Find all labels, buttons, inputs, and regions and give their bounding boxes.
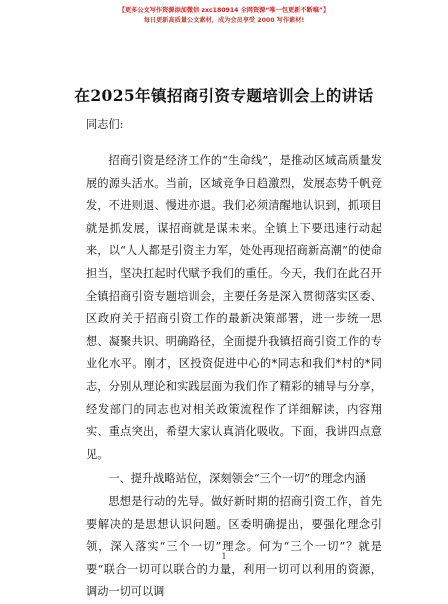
promo-banner bbox=[0, 6, 448, 26]
page-number: 1 bbox=[221, 552, 227, 561]
section-heading: 一、提升战略站位，深刻领会“三个一切”的理念内涵 bbox=[108, 472, 366, 486]
body-paragraph: 招商引资是经济工作的“生命线”，是推动区域高质量发展的源头活水。当前，区域竞争日趋激烈，发展态势千帆竞发，不进则退、慢进亦退。我们必须清醒地认识到，抓项目就是抓发展，谋招商就是谋未来。全镇上下要迅速行动起来，以“人人都是引资主力军，处处再现招商新高潮”的使命担当，坚决扛起时代赋予我们的重任。今天，我们在此召开全镇招商引资专题培训会，主要任务是深入贯彻落实区委、区政府关于招商引资工作的最新决策部署，进一步统一思想、凝聚共识、明确路径，全面提升我镇招商引资工作的专业化水平。刚才，区投资促进中心的*同志和我们*村的*同志，分别从理论和实践层面为我们作了精彩的辅导与分享，经发部门的同志也对相关政策流程作了详细解读，内容翔实、重点突出，希望大家认真消化吸收。下面，我讲四点意见。 bbox=[86, 154, 382, 461]
salutation: 同志们: bbox=[86, 118, 124, 131]
promo-banner-line1: 【更多公文写作资源添加微信 zxc180914 全网资源“唯一包更新不断稿”】 bbox=[118, 7, 330, 14]
document-title: 在2025年镇招商引资专题培训会上的讲话 bbox=[74, 86, 374, 105]
document-body bbox=[86, 150, 382, 604]
promo-banner-line2: 每日更新高质量公文素材，成为会员享受 2000 写作素材! bbox=[143, 17, 305, 24]
body-paragraph: 思想是行动的先导。做好新时期的招商引资工作，首先要解决的是思想认识问题。区委明确提出，要强化理念引领，深入落实“三个一切”理念。何为“三个一切”？就是要“联合一切可以联合的力量，利用一切可以利用的资源，调动一切可以调 bbox=[86, 494, 382, 599]
